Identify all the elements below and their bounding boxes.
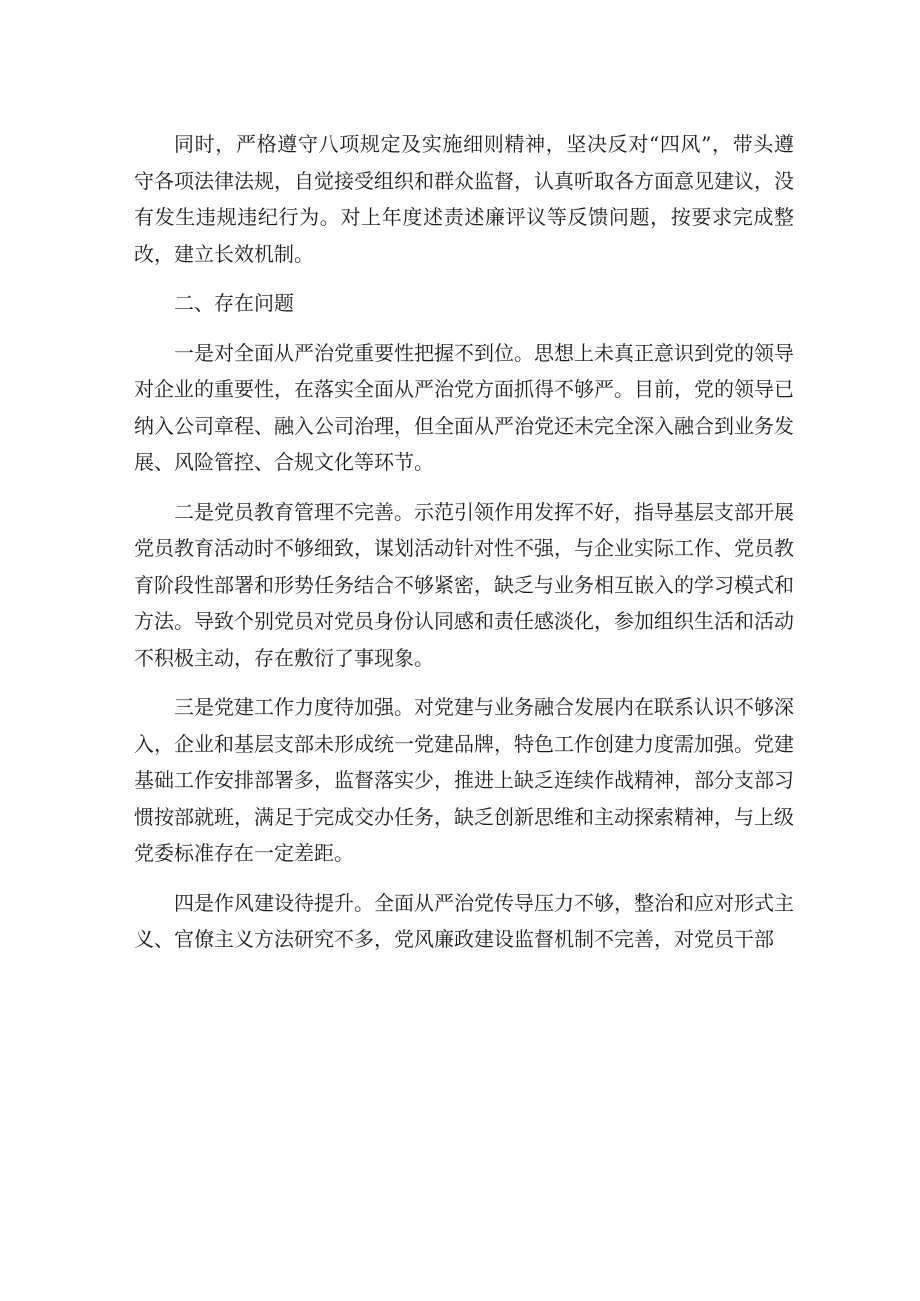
paragraph-problem-three: 三是党建工作力度待加强。对党建与业务融合发展内在联系认识不够深入，企业和基层支部未形成统一党建品牌，特色工作创建力度需加强。党建基础工作安排部署多，监督落实少，推进上缺乏连续作战精神，部分支部习惯按部就班，满足于完成交办任务，缺乏创新思维和主动探索精神，与上级党委标准存在一定差距。 — [134, 695, 794, 865]
paragraph-problem-one: 一是对全面从严治党重要性把握不到位。思想上未真正意识到党的领导对企业的重要性，在落实全面从严治党方面抓得不够严。目前，党的领导已纳入公司章程、融入公司治理，但全面从严治党还未完全深入融合到业务发展、风险管控、合规文化等环节。 — [134, 340, 794, 474]
section-heading-problems: 二、存在问题 — [174, 291, 294, 315]
paragraph-problem-four: 四是作风建设待提升。全面从严治党传导压力不够，整治和应对形式主义、官僚主义方法研究不多，党风廉政建设监督机制不完善，对党员干部 — [134, 890, 794, 951]
document-body — [134, 126, 794, 958]
paragraph-problem-two: 二是党员教育管理不完善。示范引领作用发挥不好，指导基层支部开展党员教育活动时不够细致，谋划活动针对性不强，与企业实际工作、党员教育阶段性部署和形势任务结合不够紧密，缺乏与业务相互嵌入的学习模式和方法。导致个别党员对党员身份认同感和责任感淡化，参加组织生活和活动不积极主动，存在敷衍了事现象。 — [134, 499, 794, 670]
paragraph-compliance: 同时，严格遵守八项规定及实施细则精神，坚决反对“四风”，带头遵守各项法律法规，自觉接受组织和群众监督，认真听取各方面意见建议，没有发生违规违纪行为。对上年度述责述廉评议等反馈问题，按要求完成整改，建立长效机制。 — [134, 132, 794, 266]
